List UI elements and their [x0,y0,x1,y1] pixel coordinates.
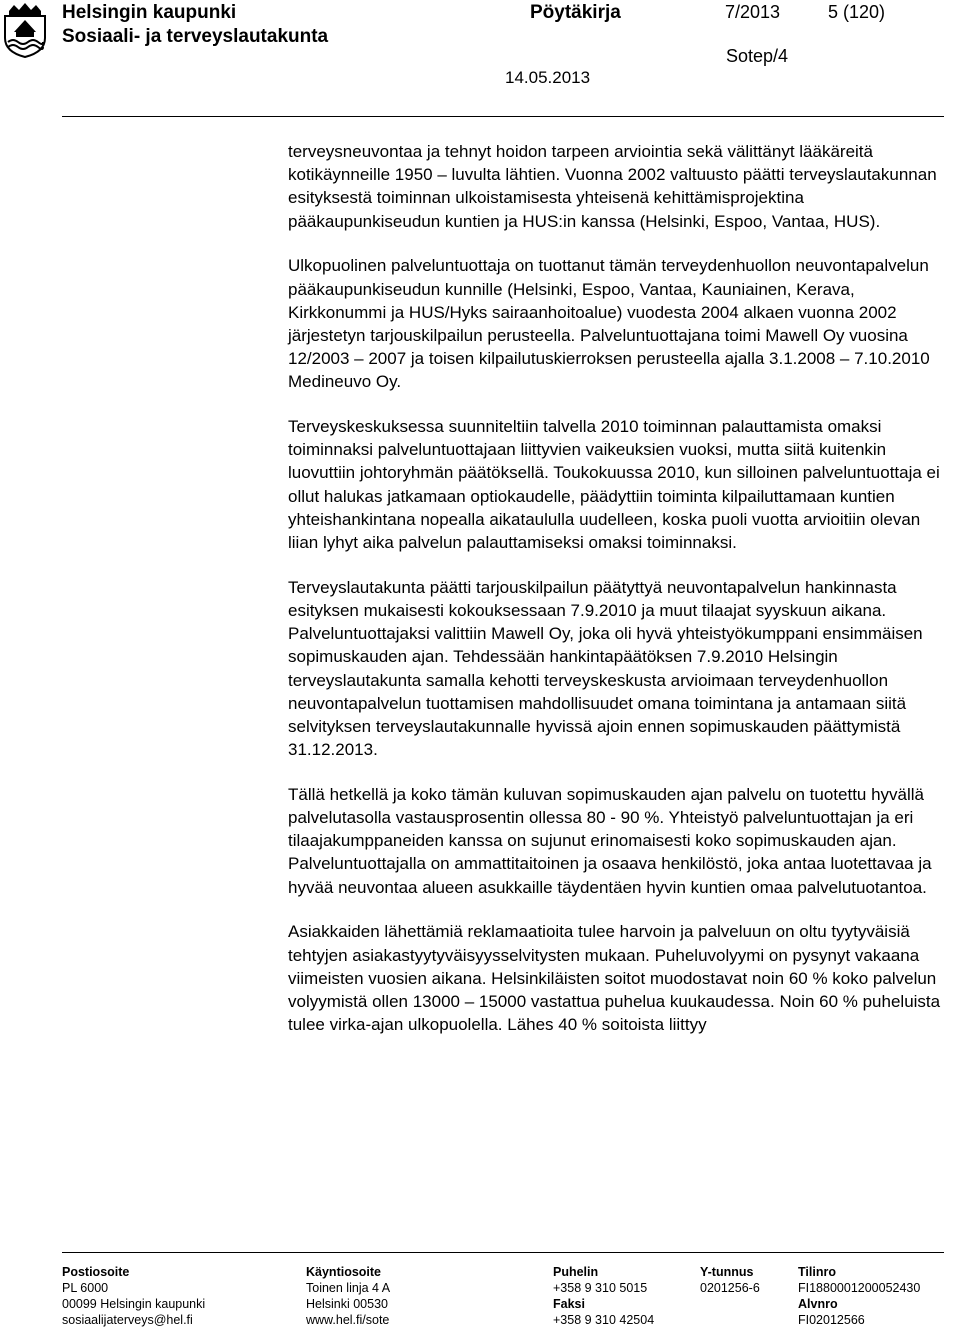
paragraph: Terveyslautakunta päätti tarjouskilpailun päätyttyä neuvontapalvelun hankinnasta esityksen mukaisesti kokouksessaan 7.9.2010 ja muut tilaajat syyskuun aikana. Palveluntuottajaksi valittiin Mawell Oy, joka oli hyvä yhteistyökumppani ensimmäisen sopimuskauden ajan. Tehdessään hankintapäätöksen 7.9.2010 Helsingin terveyslautakunta samalla kehotti terveyskeskusta arvioimaan terveydenhuollon neuvontapalvelun tuottamisen mahdollisuudet omana toimintana ja antamaan siitä selvityksen terveyslautakunnalle hyvissä ajoin ennen sopimuskauden päättymistä 31.12.2013. [288,577,923,760]
document-body [288,140,948,1058]
header-divider [62,116,944,117]
paragraph: Tällä hetkellä ja koko tämän kuluvan sopimuskauden ajan palvelu on tuotettu hyvällä palvelutasolla vastausprosentin ollessa 80 - 90 %. Yhteistyö palveluntuottajan ja eri tilaajakumppaneiden kanssa on sujunut erinomaisesti koko sopimuskauden ajan. Palveluntuottajalla on ammattitaitoinen ja osaava henkilöstö, joka antaa luotettavaa ja hyvää neuvontaa alueen asukkaille täydentäen hyvin kuntien omaa palvelutuotantoa. [288,784,932,897]
footer-label: Alvnro [798,1297,838,1311]
document-type: Pöytäkirja [530,2,621,23]
helsinki-crest-logo [2,2,48,58]
footer-visiting-address [306,1264,390,1328]
footer-value: PL 6000 [62,1281,109,1295]
footer-account [798,1264,920,1328]
footer-value: Toinen linja 4 A [306,1281,391,1295]
footer-value: Helsinki 00530 [306,1297,388,1311]
page-footer [0,1264,960,1332]
page-header [0,0,960,118]
footer-divider [62,1252,944,1253]
footer-value: +358 9 310 5015 [553,1281,648,1295]
board-name: Sosiaali- ja terveyslautakunta [62,26,329,47]
footer-value: 0201256-6 [700,1281,760,1295]
organization-name: Helsingin kaupunki [62,2,237,23]
footer-label: Tilinro [798,1265,836,1279]
footer-value: 00099 Helsingin kaupunki [62,1297,206,1311]
paragraph: terveysneuvontaa ja tehnyt hoidon tarpeen arviointia sekä välittänyt lääkäreitä kotikäynneille 1950 – luvulta lähtien. Vuonna 2002 valtuusto päätti terveyslautakunnan esityksestä toiminnan ulkoistamisesta yhteisenä kehittämisprojektina pääkaupunkiseudun kuntien ja HUS:in kanssa (Helsinki, Espoo, Vantaa, HUS). [288,142,937,231]
footer-business-id [700,1264,760,1296]
footer-label: Postiosoite [62,1265,130,1279]
section-code: Sotep/4 [726,46,789,66]
footer-value: +358 9 310 42504 [553,1313,655,1327]
footer-email-link[interactable]: sosiaalijaterveys@hel.fi [62,1313,193,1327]
footer-website-link[interactable]: www.hel.fi/sote [306,1313,390,1327]
paragraph: Terveyskeskuksessa suunniteltiin talvella 2010 toiminnan palauttamista omaksi toiminnaksi palveluntuottajaan liittyvien vaikeuksien vuoksi, mutta siitä kuitenkin luovuttiin johtoryhmän päätöksellä. Toukokuussa 2010, kun silloinen palveluntuottaja ei ollut halukas jatkamaan optiokaudelle, päädyttiin toiminta kilpailuttamaan kuntien yhteishankintana nopealla aikataululla uudelleen, koska puoli vuotta arvioitiin olevan liian lyhyt aika palvelun palauttamiseksi omaksi toiminnaksi. [288,417,940,553]
footer-value: FI1880001200052430 [798,1281,921,1295]
meeting-number: 7/2013 [725,2,781,22]
footer-label: Puhelin [553,1265,599,1279]
footer-label: Käyntiosoite [306,1265,382,1279]
footer-phone [553,1264,654,1328]
paragraph: Ulkopuolinen palveluntuottaja on tuottanut tämän terveydenhuollon neuvontapalvelun pääkaupunkiseudun kunnille (Helsinki, Espoo, Vantaa, Kauniainen, Kerava, Kirkkonummi ja HUS/Hyks sairaanhoitoalue) vuodesta 2004 alkaen vuonna 2002 järjestetyn tarjouskilpailun perusteella. Palveluntuottajana toimi Mawell Oy vuosina 12/2003 – 2007 ja toisen kilpailutuskierroksen perusteella ajalla 3.1.2008 – 7.10.2010 Medineuvo Oy. [288,256,930,392]
footer-value: FI02012566 [798,1313,865,1327]
paragraph: Asiakkaiden lähettämiä reklamaatioita tulee harvoin ja palveluun on oltu tyytyväisiä tehtyjen asiakastyytyväisyysselvitysten mukaan. Puheluvolyymi on pysynyt vakaana viimeisten vuosien aikana. Helsinkiläisten soitot muodostavat noin 60 % koko palvelun volyymistä ollen 13000 – 15000 vastattua puhelua kuukaudessa. Noin 60 % puheluista tulee virka-ajan ulkopuolella. Lähes 40 % soitoista liittyy [288,922,941,1035]
footer-label: Y-tunnus [700,1265,754,1279]
page-number: 5 (120) [828,2,886,22]
meeting-date: 14.05.2013 [505,68,591,87]
footer-label: Faksi [553,1297,585,1311]
footer-postal-address [62,1264,205,1328]
